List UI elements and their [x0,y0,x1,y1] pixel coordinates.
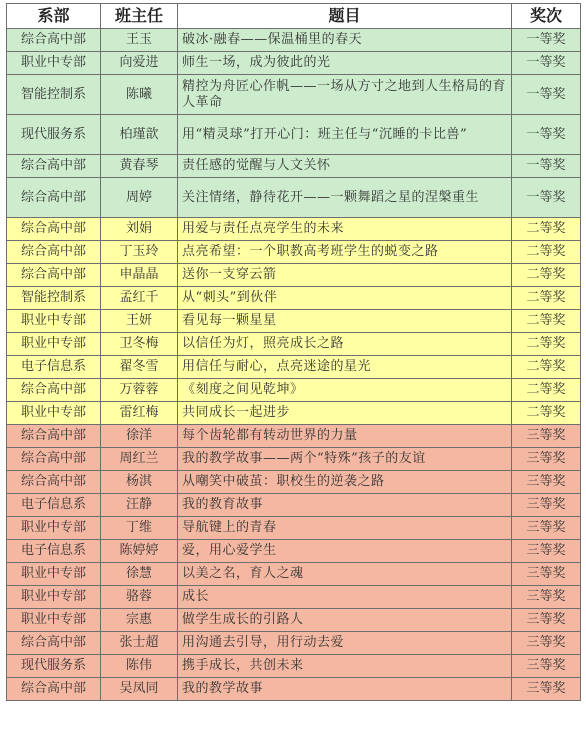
teacher-cell: 丁维 [101,517,178,540]
teacher-cell: 王玉 [101,29,178,52]
award-cell: 三等奖 [512,494,581,517]
department-cell: 智能控制系 [7,75,101,115]
department-cell: 综合高中部 [7,678,101,701]
topic-cell: 爱，用心爱学生 [178,540,512,563]
teacher-cell: 万蓉蓉 [101,379,178,402]
award-cell: 一等奖 [512,178,581,218]
header-teacher: 班主任 [101,4,178,29]
teacher-cell: 周红兰 [101,448,178,471]
table-row [7,494,581,517]
table-row [7,115,581,155]
department-cell: 电子信息系 [7,540,101,563]
topic-cell: 我的教学故事 [178,678,512,701]
award-cell: 二等奖 [512,264,581,287]
award-cell: 一等奖 [512,155,581,178]
department-cell: 职业中专部 [7,563,101,586]
department-cell: 职业中专部 [7,586,101,609]
topic-cell: 携手成长，共创未来 [178,655,512,678]
award-cell: 三等奖 [512,471,581,494]
topic-cell: 共同成长一起进步 [178,402,512,425]
award-cell: 三等奖 [512,563,581,586]
table-row [7,448,581,471]
table-row [7,310,581,333]
teacher-cell: 骆蓉 [101,586,178,609]
table-row [7,678,581,701]
teacher-cell: 周婷 [101,178,178,218]
topic-cell: 我的教学故事——两个“特殊”孩子的友谊 [178,448,512,471]
department-cell: 现代服务系 [7,655,101,678]
table-row [7,52,581,75]
department-cell: 综合高中部 [7,241,101,264]
award-cell: 二等奖 [512,241,581,264]
header-topic: 题目 [178,4,512,29]
award-cell: 三等奖 [512,425,581,448]
topic-cell: 师生一场，成为彼此的光 [178,52,512,75]
department-cell: 现代服务系 [7,115,101,155]
teacher-cell: 向爱进 [101,52,178,75]
table-row [7,609,581,632]
award-cell: 三等奖 [512,517,581,540]
table-row [7,563,581,586]
table-row [7,287,581,310]
department-cell: 综合高中部 [7,471,101,494]
award-cell: 一等奖 [512,52,581,75]
department-cell: 综合高中部 [7,425,101,448]
topic-cell: 破冰·融春——保温桶里的春天 [178,29,512,52]
department-cell: 职业中专部 [7,402,101,425]
award-cell: 二等奖 [512,379,581,402]
award-cell: 一等奖 [512,115,581,155]
award-cell: 三等奖 [512,609,581,632]
teacher-cell: 陈伟 [101,655,178,678]
teacher-cell: 孟红千 [101,287,178,310]
teacher-cell: 汪静 [101,494,178,517]
department-cell: 综合高中部 [7,264,101,287]
department-cell: 职业中专部 [7,52,101,75]
department-cell: 综合高中部 [7,379,101,402]
award-cell: 一等奖 [512,29,581,52]
topic-cell: 关注情绪，静待花开——一颗舞蹈之星的涅槃重生 [178,178,512,218]
topic-cell: 看见每一颗星星 [178,310,512,333]
topic-cell: 《刻度之间见乾坤》 [178,379,512,402]
teacher-cell: 卫冬梅 [101,333,178,356]
award-cell: 二等奖 [512,218,581,241]
table-row [7,264,581,287]
topic-cell: 用信任与耐心，点亮迷途的星光 [178,356,512,379]
topic-cell: 做学生成长的引路人 [178,609,512,632]
table-row [7,379,581,402]
table-row [7,402,581,425]
table-row [7,425,581,448]
teacher-cell: 雷红梅 [101,402,178,425]
teacher-cell: 柏瑾歆 [101,115,178,155]
teacher-cell: 丁玉玲 [101,241,178,264]
topic-cell: 从嘲笑中破茧：职校生的逆袭之路 [178,471,512,494]
award-cell: 三等奖 [512,586,581,609]
department-cell: 综合高中部 [7,29,101,52]
teacher-cell: 徐慧 [101,563,178,586]
topic-cell: 以信任为灯，照亮成长之路 [178,333,512,356]
header-department: 系部 [7,4,101,29]
award-cell: 一等奖 [512,75,581,115]
department-cell: 综合高中部 [7,155,101,178]
award-cell: 二等奖 [512,310,581,333]
table-body [7,29,581,701]
award-cell: 二等奖 [512,333,581,356]
table-row [7,655,581,678]
topic-cell: 用爱与责任点亮学生的未来 [178,218,512,241]
teacher-cell: 张士超 [101,632,178,655]
department-cell: 电子信息系 [7,356,101,379]
table-row [7,540,581,563]
teacher-cell: 申晶晶 [101,264,178,287]
topic-cell: 从“刺头”到伙伴 [178,287,512,310]
table-row [7,75,581,115]
award-cell: 三等奖 [512,540,581,563]
department-cell: 职业中专部 [7,609,101,632]
award-cell: 三等奖 [512,448,581,471]
topic-cell: 用沟通去引导，用行动去爱 [178,632,512,655]
table-row [7,632,581,655]
topic-cell: 导航键上的青春 [178,517,512,540]
table-row [7,29,581,52]
department-cell: 综合高中部 [7,218,101,241]
department-cell: 职业中专部 [7,517,101,540]
topic-cell: 以美之名，育人之魂 [178,563,512,586]
table-row [7,586,581,609]
table-row [7,178,581,218]
teacher-cell: 宗惠 [101,609,178,632]
teacher-cell: 吴凤同 [101,678,178,701]
department-cell: 综合高中部 [7,178,101,218]
department-cell: 智能控制系 [7,287,101,310]
topic-cell: 精控为舟匠心作帆——一场从方寸之地到人生格局的育人革命 [178,75,512,115]
award-cell: 三等奖 [512,632,581,655]
award-cell: 二等奖 [512,402,581,425]
teacher-cell: 徐洋 [101,425,178,448]
table-row [7,333,581,356]
award-cell: 二等奖 [512,356,581,379]
teacher-cell: 翟冬雪 [101,356,178,379]
award-cell: 三等奖 [512,655,581,678]
table-row [7,471,581,494]
topic-cell: 点亮希望：一个职教高考班学生的蜕变之路 [178,241,512,264]
teacher-cell: 黄春琴 [101,155,178,178]
table-row [7,155,581,178]
topic-cell: 责任感的觉醒与人文关怀 [178,155,512,178]
table-row [7,356,581,379]
table-header [7,4,581,29]
topic-cell: 每个齿轮都有转动世界的力量 [178,425,512,448]
header-award: 奖次 [512,4,581,29]
department-cell: 综合高中部 [7,632,101,655]
award-cell: 三等奖 [512,678,581,701]
topic-cell: 成长 [178,586,512,609]
table-row [7,218,581,241]
topic-cell: 送你一支穿云箭 [178,264,512,287]
department-cell: 职业中专部 [7,310,101,333]
topic-cell: 用“精灵球”打开心门：班主任与“沉睡的卡比兽” [178,115,512,155]
header-row [7,4,581,29]
teacher-cell: 王妍 [101,310,178,333]
topic-cell: 我的教育故事 [178,494,512,517]
award-cell: 二等奖 [512,287,581,310]
table-row [7,517,581,540]
teacher-cell: 陈曦 [101,75,178,115]
table-row [7,241,581,264]
awards-table [6,3,581,701]
teacher-cell: 刘娟 [101,218,178,241]
department-cell: 综合高中部 [7,448,101,471]
department-cell: 职业中专部 [7,333,101,356]
teacher-cell: 杨淇 [101,471,178,494]
department-cell: 电子信息系 [7,494,101,517]
teacher-cell: 陈婷婷 [101,540,178,563]
